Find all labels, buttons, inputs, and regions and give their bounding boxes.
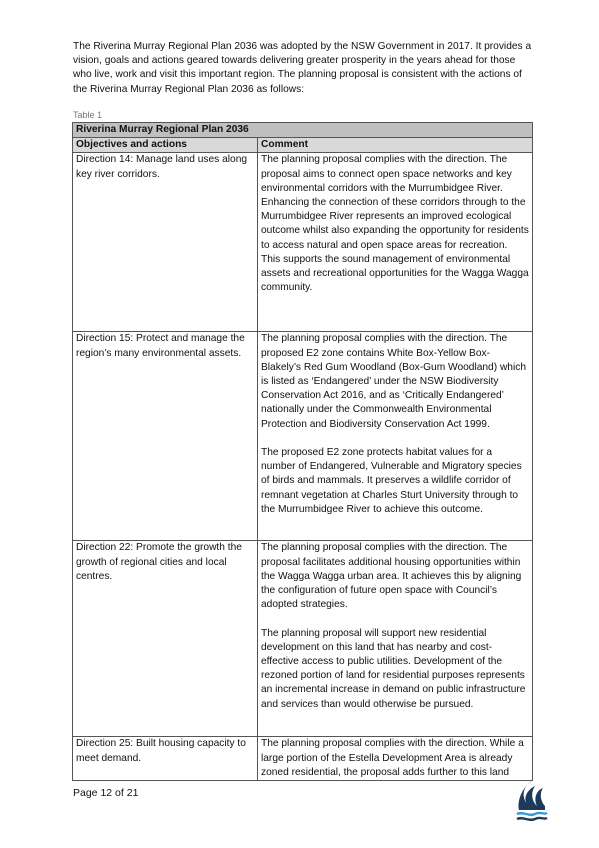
table-row (73, 153, 533, 332)
comment-cell (258, 541, 533, 737)
comment-paragraph: The planning proposal complies with the direction. The proposed E2 zone contains White Box-Yellow Box-Blakely’s Red Gum Woodland (Box-Gum Woodland) which is listed as ‘Endangered’ under the NSW Biodiversity Conservation Act 2016, and as ‘Critically Endangered’ nationally under the Commonwealth Environmental Protection and Biodiversity Conservation Act 1999. (261, 333, 526, 430)
table-caption: Table 1 (73, 110, 103, 120)
intro-text: The Riverina Murray Regional Plan 2036 was adopted by the NSW Government in 2017. It provides a vision, goals and actions geared towards delivering greater prosperity in the years ahead for those who live, work and visit this important region. The planning proposal is consistent with the actions of the Riverina Murray Regional Plan 2036 as follows: (73, 41, 532, 95)
header-comment: Comment (258, 138, 533, 153)
regional-plan-table (72, 122, 533, 781)
intro-paragraph (73, 40, 533, 97)
table-row (73, 737, 533, 781)
comment-cell (258, 153, 533, 332)
comment-cell (258, 332, 533, 541)
table-title: Riverina Murray Regional Plan 2036 (73, 123, 533, 138)
comment-paragraph: The planning proposal complies with the direction. While a large portion of the Estella Development Area is already zoned residential, the proposal adds further to this land (261, 738, 524, 778)
page-prefix: Page (73, 787, 101, 799)
header-objectives: Objectives and actions (73, 138, 258, 153)
council-logo-icon (513, 778, 549, 824)
objective-cell: Direction 14: Manage land uses along key river corridors. (73, 153, 258, 332)
table-row (73, 332, 533, 541)
page-current: 12 (100, 787, 113, 799)
objective-cell: Direction 15: Protect and manage the region’s many environmental assets. (73, 332, 258, 541)
page-total: 21 (126, 787, 139, 799)
comment-paragraph: The proposed E2 zone protects habitat values for a number of Endangered, Vulnerable and Migratory species of birds and mammals. It preserves a wildlife corridor of remnant vegetation at Charles Sturt University through to the Murrumbidgee River to achieve this outcome. (261, 447, 522, 515)
comment-paragraph: The planning proposal will support new residential development on this land that has nearby and cost-effective access to public utilities. Development of the rezoned portion of land for residential purposes represents an incremental increase in demand on public infrastructure and services than would otherwise be pursued. (261, 627, 526, 710)
table-header-row (73, 138, 533, 153)
objective-cell: Direction 22: Promote the growth the growth of regional cities and local centres. (73, 541, 258, 737)
comment-cell (258, 737, 533, 781)
comment-paragraph: The planning proposal complies with the direction. The proposal facilitates additional housing opportunities within the Wagga Wagga urban area. It achieves this by aligning the configuration of future open space with Council’s adopted strategies. (261, 542, 522, 611)
page-separator: of (112, 787, 127, 799)
table-title-row (73, 123, 533, 138)
page-number (73, 787, 138, 799)
table-row (73, 541, 533, 737)
objective-cell: Direction 25: Built housing capacity to meet demand. (73, 737, 258, 781)
comment-paragraph: The planning proposal complies with the direction. The proposal aims to connect open space networks and key environmental corridors with the Murrumbidgee River. Enhancing the connection of these corridors through to the Murrumbidgee River represents an improved ecological outcome whilst also expanding the opportunity for residents to access natural and open space areas for recreation. This supports the sound management of environmental assets and recreational opportunities for the Wagga Wagga community. (261, 154, 529, 294)
